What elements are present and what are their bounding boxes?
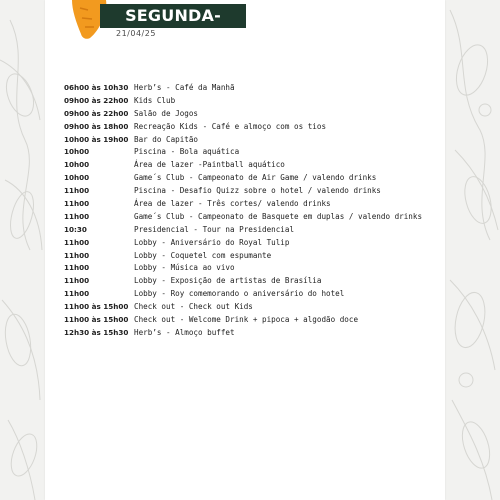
row-event: Piscina - Bola aquática: [134, 147, 240, 157]
row-event: Lobby - Exposição de artistas de Brasília: [134, 276, 322, 286]
schedule-row: [64, 81, 444, 94]
row-time: 11h00: [64, 289, 90, 299]
row-time: 09h00 às 18h00: [64, 121, 129, 131]
row-event: Kids Club: [134, 95, 176, 105]
row-time: 11h00: [64, 276, 90, 286]
schedule-row: [64, 120, 444, 133]
schedule-list: [64, 81, 444, 339]
row-time: 11h00: [64, 237, 90, 247]
row-event: Bar do Capitão: [134, 134, 199, 144]
schedule-row: [64, 236, 444, 249]
row-time: 10h00: [64, 147, 90, 157]
schedule-row: [64, 171, 444, 184]
schedule-row: [64, 94, 444, 107]
row-time: 11h00: [64, 198, 90, 208]
row-event: Área de lazer -Paintball aquático: [134, 160, 285, 170]
schedule-row: [64, 313, 444, 326]
row-event: Salão de Jogos: [134, 108, 199, 118]
schedule-row: [64, 133, 444, 146]
row-time: 09h00 às 22h00: [64, 95, 129, 105]
row-time: 06h00 às 10h30: [64, 82, 129, 92]
schedule-row: [64, 158, 444, 171]
schedule-row: [64, 300, 444, 313]
row-event: Game´s Club - Campeonato de Air Game / valendo drinks: [134, 173, 377, 183]
row-event: Lobby - Coquetel com espumante: [134, 250, 272, 260]
row-event: Presidencial - Tour na Presidencial: [134, 224, 295, 234]
schedule-row: [64, 223, 444, 236]
schedule-row: [64, 184, 444, 197]
row-event: Check out - Welcome Drink + pipoca + algodão doce: [134, 314, 359, 324]
schedule-row: [64, 287, 444, 300]
schedule-row: [64, 197, 444, 210]
schedule-row: [64, 274, 444, 287]
row-event: Herb’s - Almoço buffet: [134, 327, 235, 337]
date-label: 21/04/25: [116, 29, 156, 38]
row-time: 11h00: [64, 186, 90, 196]
schedule-row: [64, 326, 444, 339]
row-time: 10h00: [64, 160, 90, 170]
row-time: 12h30 às 15h30: [64, 327, 129, 337]
row-time: 11h00: [64, 211, 90, 221]
schedule-row: [64, 145, 444, 158]
schedule-row: [64, 261, 444, 274]
row-event: Lobby - Aniversário do Royal Tulip: [134, 237, 290, 247]
row-event: Recreação Kids - Café e almoço com os tios: [134, 121, 327, 131]
row-event: Lobby - Música ao vivo: [134, 263, 235, 273]
row-event: Game´s Club - Campeonato de Basquete em duplas / valendo drinks: [134, 211, 423, 221]
row-event: Herb’s - Café da Manhã: [134, 82, 235, 92]
row-time: 11h00 às 15h00: [64, 302, 129, 312]
row-time: 09h00 às 22h00: [64, 108, 129, 118]
row-event: Check out - Check out Kids: [134, 302, 253, 312]
row-event: Piscina - Desafio Quizz sobre o hotel / valendo drinks: [134, 186, 381, 196]
schedule-row: [64, 210, 444, 223]
row-time: 10:30: [64, 224, 87, 234]
row-event: Área de lazer - Três cortes/ valendo drinks: [134, 198, 331, 208]
row-event: Lobby - Roy comemorando o aniversário do hotel: [134, 289, 345, 299]
row-time: 11h00: [64, 250, 90, 260]
schedule-row: [64, 107, 444, 120]
row-time: 10h00: [64, 173, 90, 183]
row-time: 11h00: [64, 263, 90, 273]
row-time: 10h00 às 19h00: [64, 134, 129, 144]
day-title: SEGUNDA-FEIRA: [100, 4, 246, 28]
row-time: 11h00 às 15h00: [64, 314, 129, 324]
schedule-row: [64, 249, 444, 262]
